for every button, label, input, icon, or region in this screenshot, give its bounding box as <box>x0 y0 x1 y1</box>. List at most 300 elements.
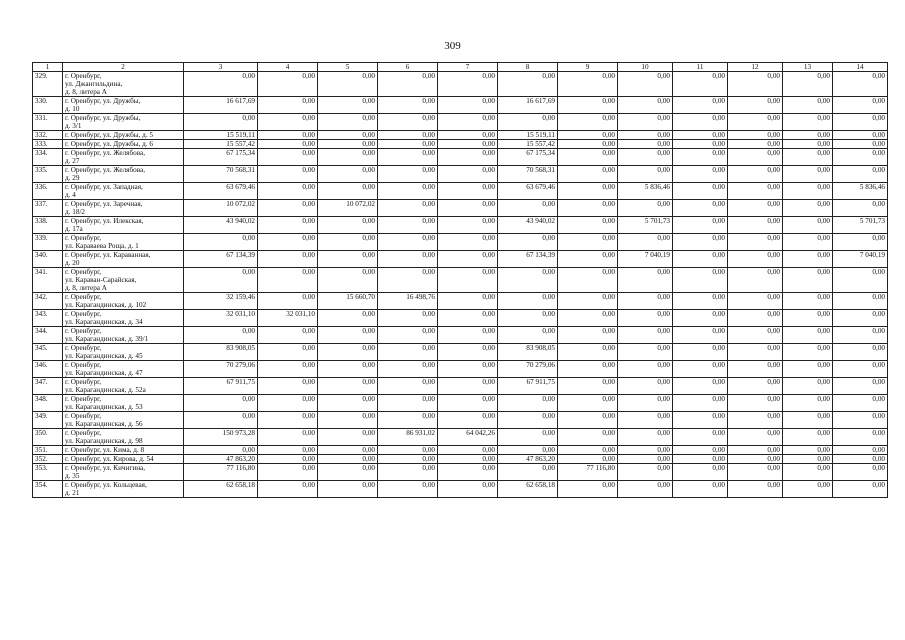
value-cell-col-3: 15 519,11 <box>184 131 258 140</box>
value-cell-col-7: 0,00 <box>438 412 498 429</box>
table-row <box>33 251 888 268</box>
value-cell-col-6: 0,00 <box>378 251 438 268</box>
value-cell-col-7: 0,00 <box>438 114 498 131</box>
value-cell-col-6: 0,00 <box>378 183 438 200</box>
address-cell <box>63 293 184 310</box>
value-cell-col-13: 0,00 <box>783 455 833 464</box>
value-cell-col-4: 0,00 <box>258 251 318 268</box>
value-cell-col-9: 0,00 <box>558 310 618 327</box>
address-line: г. Оренбург, <box>65 310 102 318</box>
value-cell-col-3: 32 031,10 <box>184 310 258 327</box>
address-line: д. 4 <box>65 191 76 199</box>
value-cell-col-5: 0,00 <box>318 412 378 429</box>
value-cell-col-8: 0,00 <box>498 114 558 131</box>
value-cell-col-10: 0,00 <box>618 200 673 217</box>
value-cell-col-10: 0,00 <box>618 446 673 455</box>
value-cell-col-9: 0,00 <box>558 140 618 149</box>
table-row <box>33 310 888 327</box>
row-number: 353. <box>33 464 63 481</box>
value-cell-col-12: 0,00 <box>728 140 783 149</box>
value-cell-col-11: 0,00 <box>673 446 728 455</box>
table-row <box>33 446 888 455</box>
column-header-1: 1 <box>33 63 63 72</box>
value-cell-col-4: 0,00 <box>258 140 318 149</box>
address-line: г. Оренбург, ул. Кичигина, <box>65 464 146 472</box>
value-cell-col-6: 0,00 <box>378 234 438 251</box>
page-number: 309 <box>444 40 461 52</box>
value-cell-col-12: 0,00 <box>728 251 783 268</box>
value-cell-col-4: 0,00 <box>258 200 318 217</box>
value-cell-col-5: 0,00 <box>318 361 378 378</box>
column-header-4: 4 <box>258 63 318 72</box>
address-line: г. Оренбург, ул. Западная, <box>65 183 143 191</box>
value-cell-col-9: 0,00 <box>558 200 618 217</box>
row-number: 346. <box>33 361 63 378</box>
table-row <box>33 114 888 131</box>
table-row <box>33 327 888 344</box>
value-cell-col-4: 0,00 <box>258 378 318 395</box>
value-cell-col-10: 7 040,19 <box>618 251 673 268</box>
value-cell-col-4: 0,00 <box>258 455 318 464</box>
address-line: г. Оренбург, <box>65 395 102 403</box>
value-cell-col-13: 0,00 <box>783 378 833 395</box>
value-cell-col-13: 0,00 <box>783 200 833 217</box>
address-cell <box>63 361 184 378</box>
address-line: д. 17а <box>65 225 83 233</box>
value-cell-col-14: 0,00 <box>833 378 888 395</box>
row-number: 342. <box>33 293 63 310</box>
value-cell-col-5: 0,00 <box>318 251 378 268</box>
value-cell-col-11: 0,00 <box>673 183 728 200</box>
value-cell-col-9: 0,00 <box>558 378 618 395</box>
value-cell-col-14: 0,00 <box>833 464 888 481</box>
value-cell-col-13: 0,00 <box>783 327 833 344</box>
column-number-row <box>33 63 888 72</box>
value-cell-col-11: 0,00 <box>673 429 728 446</box>
value-cell-col-10: 0,00 <box>618 455 673 464</box>
value-cell-col-13: 0,00 <box>783 72 833 97</box>
address-line: д. 8, литера А <box>65 284 107 292</box>
table-row <box>33 293 888 310</box>
value-cell-col-7: 0,00 <box>438 455 498 464</box>
value-cell-col-13: 0,00 <box>783 183 833 200</box>
row-number: 345. <box>33 344 63 361</box>
value-cell-col-8: 67 134,39 <box>498 251 558 268</box>
value-cell-col-14: 0,00 <box>833 344 888 361</box>
value-cell-col-14: 0,00 <box>833 97 888 114</box>
value-cell-col-6: 0,00 <box>378 166 438 183</box>
address-line: г. Оренбург, ул. Кима, д. 8 <box>65 446 145 454</box>
value-cell-col-5: 0,00 <box>318 166 378 183</box>
value-cell-col-13: 0,00 <box>783 234 833 251</box>
value-cell-col-14: 0,00 <box>833 429 888 446</box>
address-line: ул. Карагандинская, д. 52а <box>65 386 146 394</box>
value-cell-col-12: 0,00 <box>728 234 783 251</box>
table-row <box>33 200 888 217</box>
value-cell-col-6: 0,00 <box>378 217 438 234</box>
value-cell-col-5: 0,00 <box>318 327 378 344</box>
table-row <box>33 412 888 429</box>
value-cell-col-5: 0,00 <box>318 310 378 327</box>
value-cell-col-8: 0,00 <box>498 429 558 446</box>
value-cell-col-3: 0,00 <box>184 412 258 429</box>
address-line: г. Оренбург, <box>65 412 102 420</box>
value-cell-col-8: 15 557,42 <box>498 140 558 149</box>
address-line: ул. Карагандинская, д. 98 <box>65 437 143 445</box>
row-number: 333. <box>33 140 63 149</box>
column-header-12: 12 <box>728 63 783 72</box>
value-cell-col-3: 0,00 <box>184 268 258 293</box>
value-cell-col-11: 0,00 <box>673 310 728 327</box>
column-header-9: 9 <box>558 63 618 72</box>
value-cell-col-4: 0,00 <box>258 412 318 429</box>
value-cell-col-3: 62 658,18 <box>184 481 258 498</box>
value-cell-col-11: 0,00 <box>673 344 728 361</box>
column-header-2: 2 <box>63 63 184 72</box>
address-line: г. Оренбург, ул. Дружбы, <box>65 97 141 105</box>
value-cell-col-11: 0,00 <box>673 412 728 429</box>
row-number: 336. <box>33 183 63 200</box>
table-row <box>33 429 888 446</box>
value-cell-col-10: 0,00 <box>618 166 673 183</box>
value-cell-col-7: 0,00 <box>438 361 498 378</box>
address-line: д. 3/1 <box>65 122 82 130</box>
value-cell-col-3: 10 072,02 <box>184 200 258 217</box>
address-cell <box>63 455 184 464</box>
table-row <box>33 268 888 293</box>
value-cell-col-13: 0,00 <box>783 412 833 429</box>
value-cell-col-3: 67 175,34 <box>184 149 258 166</box>
value-cell-col-12: 0,00 <box>728 429 783 446</box>
value-cell-col-10: 0,00 <box>618 378 673 395</box>
value-cell-col-6: 0,00 <box>378 455 438 464</box>
value-cell-col-10: 5 836,46 <box>618 183 673 200</box>
value-cell-col-3: 67 911,75 <box>184 378 258 395</box>
address-line: д. 27 <box>65 157 80 165</box>
address-cell <box>63 464 184 481</box>
value-cell-col-5: 0,00 <box>318 464 378 481</box>
value-cell-col-14: 0,00 <box>833 72 888 97</box>
value-cell-col-3: 15 557,42 <box>184 140 258 149</box>
column-header-11: 11 <box>673 63 728 72</box>
row-number: 330. <box>33 97 63 114</box>
value-cell-col-6: 0,00 <box>378 464 438 481</box>
table-row <box>33 183 888 200</box>
value-cell-col-6: 0,00 <box>378 149 438 166</box>
row-number: 335. <box>33 166 63 183</box>
value-cell-col-14: 0,00 <box>833 293 888 310</box>
value-cell-col-10: 0,00 <box>618 114 673 131</box>
address-line: г. Оренбург, ул. Дружбы, д. 5 <box>65 131 154 139</box>
value-cell-col-6: 16 498,76 <box>378 293 438 310</box>
value-cell-col-12: 0,00 <box>728 217 783 234</box>
value-cell-col-14: 0,00 <box>833 395 888 412</box>
value-cell-col-7: 0,00 <box>438 149 498 166</box>
address-cell <box>63 72 184 97</box>
value-cell-col-6: 0,00 <box>378 395 438 412</box>
value-cell-col-6: 0,00 <box>378 344 438 361</box>
address-line: д. 35 <box>65 472 80 480</box>
value-cell-col-6: 0,00 <box>378 412 438 429</box>
value-cell-col-12: 0,00 <box>728 310 783 327</box>
value-cell-col-11: 0,00 <box>673 200 728 217</box>
value-cell-col-5: 0,00 <box>318 378 378 395</box>
value-cell-col-11: 0,00 <box>673 251 728 268</box>
value-cell-col-7: 0,00 <box>438 72 498 97</box>
value-cell-col-11: 0,00 <box>673 455 728 464</box>
value-cell-col-9: 0,00 <box>558 251 618 268</box>
column-header-13: 13 <box>783 63 833 72</box>
value-cell-col-3: 0,00 <box>184 234 258 251</box>
value-cell-col-6: 86 931,02 <box>378 429 438 446</box>
table-row <box>33 72 888 97</box>
address-line: г. Оренбург, ул. Дружбы, <box>65 114 141 122</box>
address-cell <box>63 344 184 361</box>
value-cell-col-13: 0,00 <box>783 140 833 149</box>
value-cell-col-10: 0,00 <box>618 429 673 446</box>
address-line: г. Оренбург, ул. Заречная, <box>65 200 143 208</box>
value-cell-col-12: 0,00 <box>728 183 783 200</box>
value-cell-col-5: 0,00 <box>318 97 378 114</box>
address-line: ул. Карагандинская, д. 45 <box>65 352 143 360</box>
value-cell-col-14: 5 701,73 <box>833 217 888 234</box>
value-cell-col-3: 150 973,28 <box>184 429 258 446</box>
value-cell-col-10: 0,00 <box>618 268 673 293</box>
address-line: ул. Караван-Сарайская, <box>65 276 137 284</box>
value-cell-col-4: 0,00 <box>258 183 318 200</box>
address-line: ул. Карагандинская, д. 39/1 <box>65 335 149 343</box>
value-cell-col-14: 0,00 <box>833 481 888 498</box>
value-cell-col-5: 0,00 <box>318 429 378 446</box>
table-row <box>33 455 888 464</box>
value-cell-col-4: 0,00 <box>258 327 318 344</box>
value-cell-col-4: 32 031,10 <box>258 310 318 327</box>
value-cell-col-12: 0,00 <box>728 455 783 464</box>
value-cell-col-10: 0,00 <box>618 234 673 251</box>
row-number: 343. <box>33 310 63 327</box>
value-cell-col-13: 0,00 <box>783 310 833 327</box>
value-cell-col-4: 0,00 <box>258 293 318 310</box>
value-cell-col-9: 0,00 <box>558 114 618 131</box>
value-cell-col-9: 0,00 <box>558 183 618 200</box>
table-row <box>33 131 888 140</box>
table-row <box>33 481 888 498</box>
value-cell-col-11: 0,00 <box>673 217 728 234</box>
value-cell-col-9: 0,00 <box>558 131 618 140</box>
value-cell-col-7: 0,00 <box>438 166 498 183</box>
value-cell-col-9: 0,00 <box>558 344 618 361</box>
value-cell-col-11: 0,00 <box>673 395 728 412</box>
value-cell-col-9: 0,00 <box>558 149 618 166</box>
value-cell-col-12: 0,00 <box>728 166 783 183</box>
address-cell <box>63 131 184 140</box>
table-row <box>33 361 888 378</box>
value-cell-col-12: 0,00 <box>728 395 783 412</box>
value-cell-col-7: 0,00 <box>438 183 498 200</box>
address-line: г. Оренбург, <box>65 378 102 386</box>
column-header-7: 7 <box>438 63 498 72</box>
column-header-14: 14 <box>833 63 888 72</box>
address-cell <box>63 166 184 183</box>
value-cell-col-14: 7 040,19 <box>833 251 888 268</box>
value-cell-col-7: 0,00 <box>438 131 498 140</box>
address-line: ул. Джангильдина, <box>65 80 123 88</box>
value-cell-col-5: 0,00 <box>318 455 378 464</box>
value-cell-col-14: 0,00 <box>833 412 888 429</box>
value-cell-col-12: 0,00 <box>728 361 783 378</box>
value-cell-col-8: 0,00 <box>498 464 558 481</box>
value-cell-col-10: 0,00 <box>618 293 673 310</box>
address-cell <box>63 200 184 217</box>
value-cell-col-13: 0,00 <box>783 464 833 481</box>
value-cell-col-14: 0,00 <box>833 200 888 217</box>
value-cell-col-4: 0,00 <box>258 268 318 293</box>
value-cell-col-3: 43 940,02 <box>184 217 258 234</box>
value-cell-col-13: 0,00 <box>783 149 833 166</box>
value-cell-col-8: 0,00 <box>498 327 558 344</box>
value-cell-col-6: 0,00 <box>378 446 438 455</box>
value-cell-col-11: 0,00 <box>673 114 728 131</box>
value-cell-col-10: 0,00 <box>618 131 673 140</box>
value-cell-col-9: 0,00 <box>558 268 618 293</box>
address-line: д. 21 <box>65 489 80 497</box>
value-cell-col-8: 0,00 <box>498 395 558 412</box>
value-cell-col-11: 0,00 <box>673 327 728 344</box>
value-cell-col-8: 0,00 <box>498 412 558 429</box>
value-cell-col-3: 70 279,06 <box>184 361 258 378</box>
address-cell <box>63 217 184 234</box>
value-cell-col-5: 10 072,02 <box>318 200 378 217</box>
value-cell-col-7: 0,00 <box>438 293 498 310</box>
value-cell-col-13: 0,00 <box>783 217 833 234</box>
value-cell-col-3: 0,00 <box>184 327 258 344</box>
column-header-5: 5 <box>318 63 378 72</box>
value-cell-col-3: 83 908,05 <box>184 344 258 361</box>
value-cell-col-3: 77 116,80 <box>184 464 258 481</box>
row-number: 340. <box>33 251 63 268</box>
value-cell-col-12: 0,00 <box>728 200 783 217</box>
address-cell <box>63 412 184 429</box>
address-line: д. 10 <box>65 105 80 113</box>
value-cell-col-8: 67 175,34 <box>498 149 558 166</box>
value-cell-col-5: 0,00 <box>318 344 378 361</box>
value-cell-col-13: 0,00 <box>783 446 833 455</box>
value-cell-col-6: 0,00 <box>378 114 438 131</box>
value-cell-col-3: 47 863,20 <box>184 455 258 464</box>
address-line: ул. Карагандинская, д. 102 <box>65 301 147 309</box>
address-line: г. Оренбург, ул. Караванная, <box>65 251 151 259</box>
address-line: г. Оренбург, ул. Илекская, <box>65 217 144 225</box>
address-line: г. Оренбург, <box>65 72 102 80</box>
value-cell-col-8: 15 519,11 <box>498 131 558 140</box>
value-cell-col-9: 0,00 <box>558 395 618 412</box>
value-cell-col-11: 0,00 <box>673 131 728 140</box>
address-cell <box>63 183 184 200</box>
column-header-10: 10 <box>618 63 673 72</box>
value-cell-col-9: 0,00 <box>558 327 618 344</box>
row-number: 350. <box>33 429 63 446</box>
value-cell-col-11: 0,00 <box>673 234 728 251</box>
value-cell-col-7: 0,00 <box>438 140 498 149</box>
value-cell-col-14: 5 836,46 <box>833 183 888 200</box>
value-cell-col-6: 0,00 <box>378 140 438 149</box>
address-cell <box>63 149 184 166</box>
table-row <box>33 344 888 361</box>
table-body <box>33 72 888 498</box>
value-cell-col-4: 0,00 <box>258 72 318 97</box>
value-cell-col-8: 0,00 <box>498 72 558 97</box>
address-cell <box>63 251 184 268</box>
table-row <box>33 217 888 234</box>
address-line: д. 8, литера А <box>65 88 107 96</box>
value-cell-col-14: 0,00 <box>833 446 888 455</box>
address-cell <box>63 310 184 327</box>
value-cell-col-9: 0,00 <box>558 234 618 251</box>
value-cell-col-13: 0,00 <box>783 251 833 268</box>
address-line: г. Оренбург, ул. Дружбы, д. 6 <box>65 140 154 148</box>
value-cell-col-11: 0,00 <box>673 268 728 293</box>
value-cell-col-10: 0,00 <box>618 140 673 149</box>
value-cell-col-4: 0,00 <box>258 395 318 412</box>
column-header-8: 8 <box>498 63 558 72</box>
value-cell-col-8: 83 908,05 <box>498 344 558 361</box>
value-cell-col-11: 0,00 <box>673 97 728 114</box>
value-cell-col-13: 0,00 <box>783 361 833 378</box>
value-cell-col-10: 0,00 <box>618 149 673 166</box>
value-cell-col-5: 0,00 <box>318 395 378 412</box>
table-row <box>33 140 888 149</box>
value-cell-col-4: 0,00 <box>258 131 318 140</box>
address-cell <box>63 481 184 498</box>
value-cell-col-6: 0,00 <box>378 268 438 293</box>
table-row <box>33 378 888 395</box>
address-line: ул. Карагандинская, д. 56 <box>65 420 143 428</box>
value-cell-col-4: 0,00 <box>258 217 318 234</box>
value-cell-col-3: 16 617,69 <box>184 97 258 114</box>
value-cell-col-14: 0,00 <box>833 131 888 140</box>
value-cell-col-9: 77 116,80 <box>558 464 618 481</box>
value-cell-col-11: 0,00 <box>673 293 728 310</box>
table-row <box>33 234 888 251</box>
value-cell-col-6: 0,00 <box>378 361 438 378</box>
value-cell-col-7: 0,00 <box>438 464 498 481</box>
value-cell-col-5: 0,00 <box>318 446 378 455</box>
address-cell <box>63 327 184 344</box>
address-line: д. 20 <box>65 259 80 267</box>
value-cell-col-7: 0,00 <box>438 481 498 498</box>
value-cell-col-5: 0,00 <box>318 114 378 131</box>
value-cell-col-14: 0,00 <box>833 361 888 378</box>
value-cell-col-5: 0,00 <box>318 217 378 234</box>
value-cell-col-3: 0,00 <box>184 446 258 455</box>
value-cell-col-6: 0,00 <box>378 327 438 344</box>
value-cell-col-5: 0,00 <box>318 72 378 97</box>
value-cell-col-13: 0,00 <box>783 429 833 446</box>
register-table <box>32 62 888 498</box>
value-cell-col-10: 0,00 <box>618 344 673 361</box>
value-cell-col-4: 0,00 <box>258 446 318 455</box>
row-number: 344. <box>33 327 63 344</box>
value-cell-col-13: 0,00 <box>783 268 833 293</box>
value-cell-col-7: 0,00 <box>438 446 498 455</box>
value-cell-col-4: 0,00 <box>258 361 318 378</box>
value-cell-col-12: 0,00 <box>728 97 783 114</box>
value-cell-col-14: 0,00 <box>833 327 888 344</box>
value-cell-col-12: 0,00 <box>728 446 783 455</box>
value-cell-col-9: 0,00 <box>558 455 618 464</box>
value-cell-col-6: 0,00 <box>378 72 438 97</box>
value-cell-col-11: 0,00 <box>673 361 728 378</box>
